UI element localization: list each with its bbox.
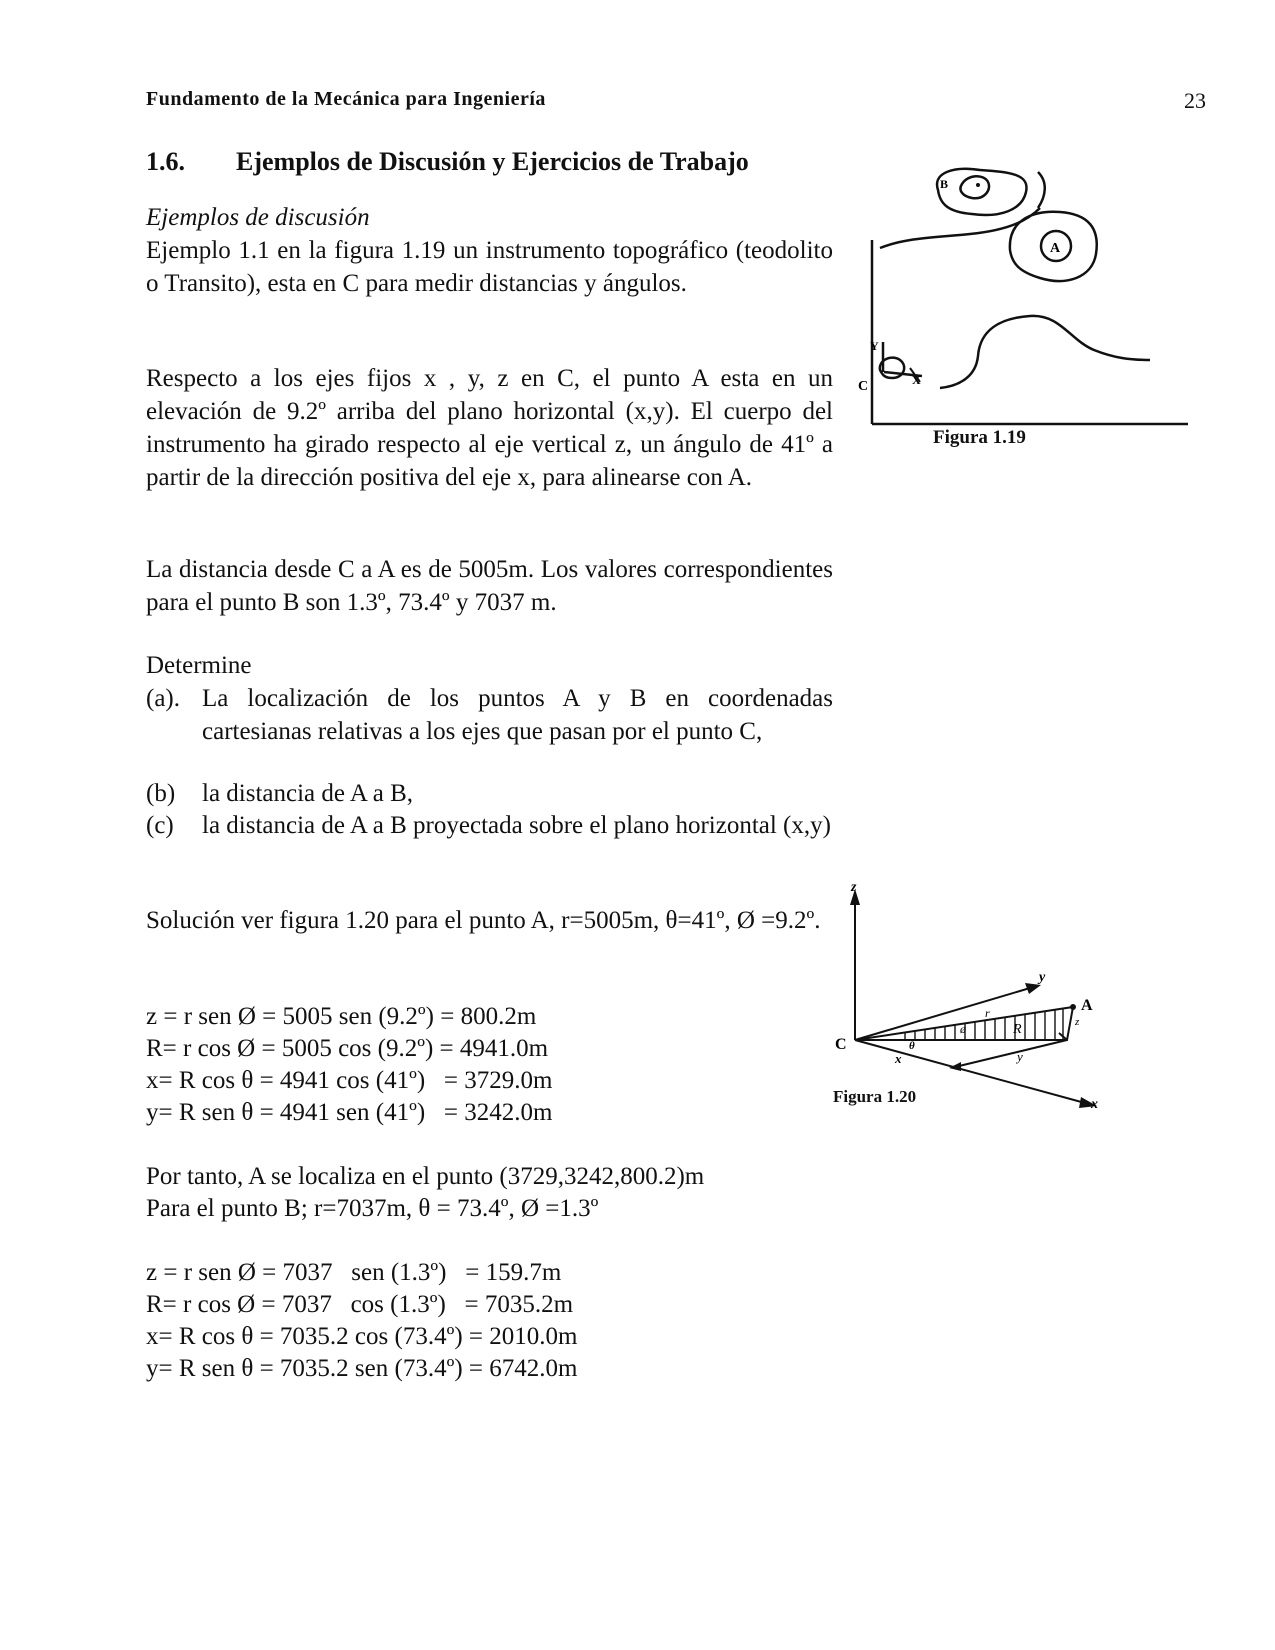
label-y-axis: Y: [870, 339, 879, 353]
section-title: Ejemplos de Discusión y Ejercicios de Trabajo: [236, 147, 749, 176]
equation: R= r cos Ø = 7037 cos (1.3º) = 7035.2m: [146, 1291, 574, 1318]
list-item-text: la distancia de A a B,: [202, 780, 414, 807]
label-R: R: [1013, 1022, 1022, 1037]
label-c: C: [835, 1036, 847, 1053]
equation: z = r sen Ø = 5005 sen (9.2º) = 800.2m: [146, 1003, 537, 1030]
label-y-component: y: [1017, 1049, 1023, 1064]
point-b-marker: [976, 183, 980, 187]
figure-1-19-caption: Figura 1.19: [933, 427, 1026, 448]
label-a: A: [1050, 241, 1061, 256]
label-theta: θ: [909, 1040, 915, 1052]
label-x-axis: X: [912, 373, 921, 387]
list-item-label: (b): [146, 780, 176, 807]
list-item-text: la distancia de A a B proyectada sobre el plano horizontal (x,y): [202, 812, 831, 839]
list-item-label: (a).: [146, 685, 180, 712]
point-a-marker: [1070, 1004, 1076, 1010]
y-axis-line: [855, 988, 1030, 1040]
equation: R= r cos Ø = 5005 cos (9.2º) = 4941.0m: [146, 1035, 549, 1062]
label-phi: ø: [960, 1022, 966, 1036]
equation: y= R sen θ = 4941 sen (41º) = 3242.0m: [146, 1099, 553, 1126]
label-c: C: [858, 379, 869, 394]
determine-heading: Determine: [146, 652, 252, 679]
paragraph-example: Ejemplo 1.1 en la figura 1.19 un instrumento topográfico (teodolito o Transito), esta en C para medir distancias y ángulos.: [146, 237, 833, 297]
equation: x= R cos θ = 7035.2 cos (73.4º) = 2010.0m: [146, 1323, 578, 1350]
label-a: A: [1081, 997, 1093, 1014]
label-z-axis: z: [851, 880, 857, 895]
list-item-text: La localización de los puntos A y B en coordenadas cartesianas relativas a los ejes que pasan por el punto C,: [202, 685, 833, 745]
label-r: r: [985, 1006, 990, 1020]
hatching: [905, 1009, 1063, 1039]
section-heading: [146, 147, 749, 177]
page-number: 23: [1184, 88, 1206, 113]
running-header: Fundamento de la Mecánica para Ingeniería: [146, 88, 546, 110]
figure-1-19: [860, 160, 1200, 460]
list-item: [146, 682, 833, 782]
label-z-component: z: [1075, 1016, 1080, 1028]
subtitle: Ejemplos de discusión: [146, 204, 370, 231]
terrain-curve: [940, 316, 1150, 388]
equation: x= R cos θ = 4941 cos (41º) = 3729.0m: [146, 1067, 553, 1094]
paragraph-distance: La distancia desde C a A es de 5005m. Los valores correspondientes para el punto B son 1.3º, 73.4º y 7037 m.: [146, 556, 833, 616]
projection-line-x: [955, 1040, 1067, 1067]
conclusion-text: Por tanto, A se localiza en el punto (3729,3242,800.2)m: [146, 1163, 705, 1190]
equation: z = r sen Ø = 7037 sen (1.3º) = 159.7m: [146, 1259, 562, 1286]
contour-ridge-end: [1038, 172, 1045, 208]
label-b: B: [940, 177, 949, 191]
label-y-axis: y: [1039, 970, 1046, 985]
equation: y= R sen θ = 7035.2 sen (73.4º) = 6742.0m: [146, 1355, 578, 1382]
contour-b-inner: [960, 176, 989, 198]
label-x-axis: x: [1091, 1097, 1098, 1112]
figure-1-20-caption: Figura 1.20: [833, 1087, 917, 1106]
label-x-component: x: [895, 1051, 902, 1066]
list-item-label: (c): [146, 812, 174, 839]
section-number: 1.6.: [146, 147, 185, 176]
point-b-text: Para el punto B; r=7037m, θ = 73.4º, Ø =1.3º: [146, 1195, 599, 1222]
solution-intro: Solución ver figura 1.20 para el punto A, r=5005m, θ=41º, Ø =9.2º.: [146, 907, 821, 934]
paragraph-axes: Respecto a los ejes fijos x , y, z en C, el punto A esta en un elevación de 9.2º arriba del plano horizontal (x,y). El cuerpo del instrumento ha girado respecto al eje vertical z, un ángulo de 41º a partir de la dirección positiva del eje x, para alinearse con A.: [146, 365, 833, 491]
